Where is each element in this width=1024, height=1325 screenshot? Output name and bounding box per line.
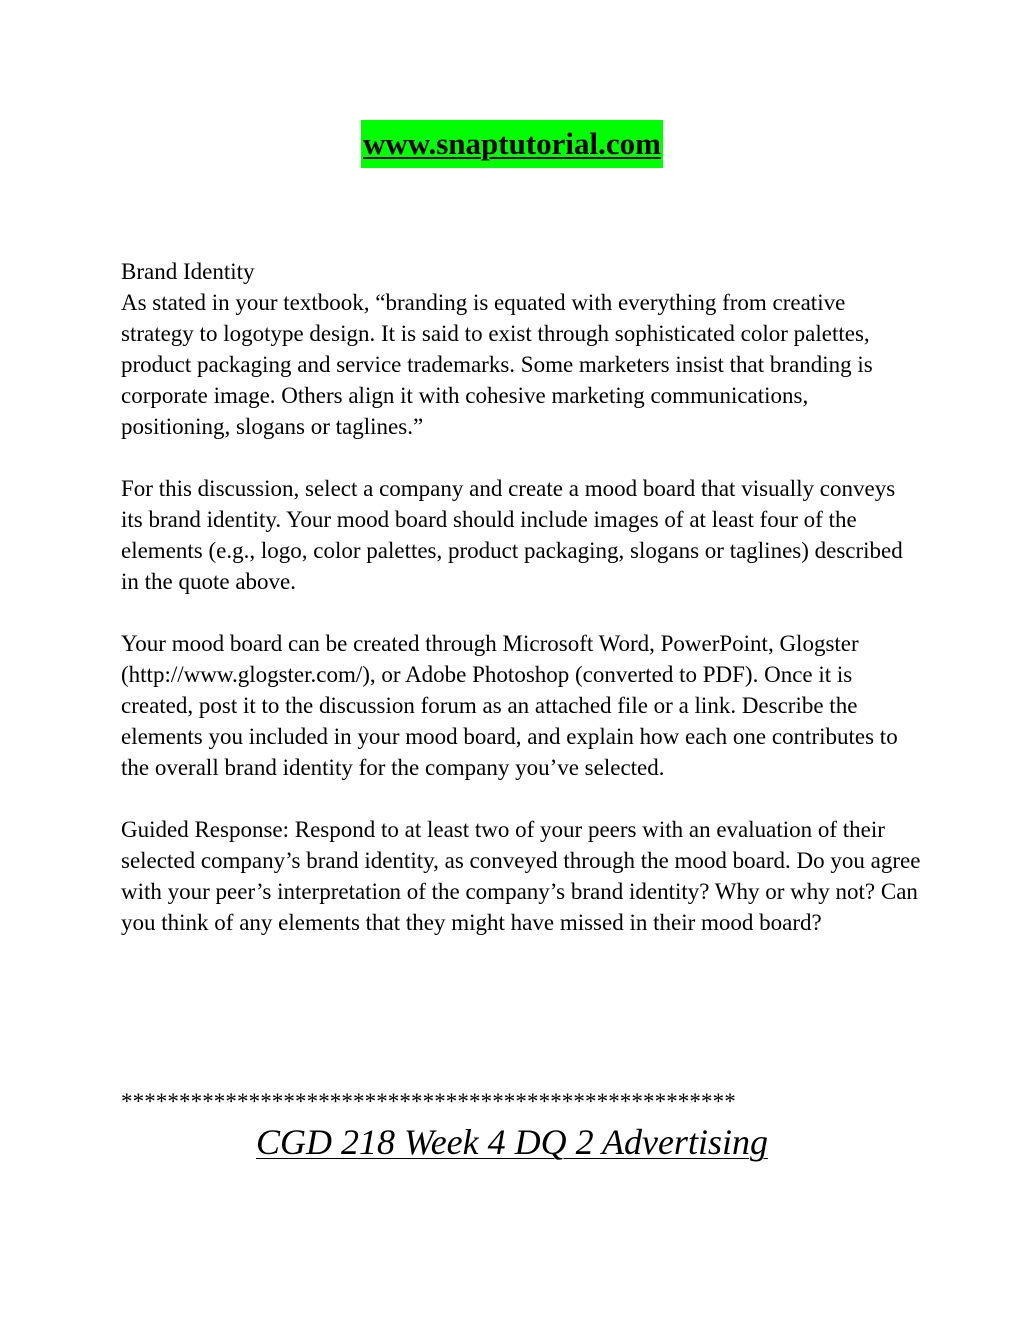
section-heading: Brand Identity (121, 259, 255, 284)
paragraph-instructions: For this discussion, select a company and create a mood board that visually conveys its brand identity. Your mood board should include images of at least four of the elements (e.g., logo, color palettes, product packaging, slogans or taglines) described in the quote above. (121, 476, 903, 594)
paragraph-guided-response: Guided Response: Respond to at least two of your peers with an evaluation of their selected company’s brand identity, as conveyed through the mood board. Do you agree with your peer’s interpretation of the company’s brand identity? Why or why not? Can you think of any elements that they might have missed in their mood board? (121, 817, 921, 935)
site-url-link[interactable]: www.snaptutorial.com (361, 120, 663, 168)
paragraph-tools: Your mood board can be created through Microsoft Word, PowerPoint, Glogster (http://www.glogster.com/), or Adobe Photoshop (converted to PDF). Once it is created, post it to the discussion forum as an attached file or a link. Describe the elements you included in your mood board, and explain how each one contributes to the overall brand identity for the company you’ve selected. (121, 631, 898, 780)
course-title-container (0, 1118, 1024, 1166)
site-link-container (0, 120, 1024, 168)
paragraph-quote: As stated in your textbook, “branding is equated with everything from creative strategy to logotype design. It is said to exist through sophisticated color palettes, product packaging and service trademarks. Some marketers insist that branding is corporate image. Others align it with cohesive marketing communications, positioning, slogans or taglines.” (121, 290, 873, 439)
document-body (121, 256, 921, 969)
course-title: CGD 218 Week 4 DQ 2 Advertising (256, 1122, 768, 1162)
separator-stars: ***************************************************** (121, 1089, 736, 1114)
